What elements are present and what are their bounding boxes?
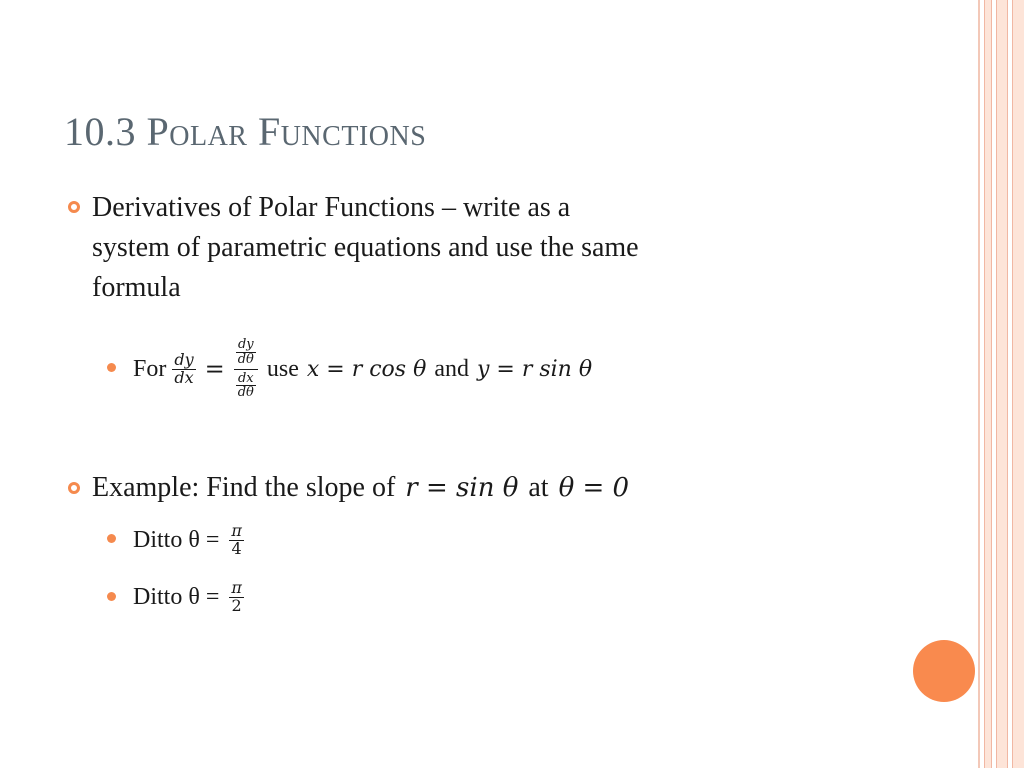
bullet-text-derivatives: [92, 188, 639, 308]
numerator: π: [231, 577, 242, 597]
decorative-stripe: [1012, 0, 1024, 768]
decorative-stripe: [984, 0, 992, 768]
text-line: formula: [92, 272, 181, 303]
numerator: dx: [236, 372, 256, 387]
example-text: Example: Find the slope of: [92, 472, 396, 503]
compound-fraction: [234, 338, 258, 400]
sub-bullet-icon: [107, 534, 116, 543]
denominator: dθ: [237, 351, 254, 367]
sub-bullet-icon: [107, 363, 116, 372]
ditto-label: Ditto θ =: [133, 583, 220, 610]
x-equation: x = r cos θ: [306, 356, 427, 382]
compound-denominator: [234, 370, 258, 400]
numerator: dy: [236, 338, 256, 353]
decorative-stripe: [996, 0, 1008, 768]
slide-title: 10.3 Polar Functions: [64, 109, 427, 154]
equals-sign: =: [204, 355, 225, 383]
numerator: dy: [174, 349, 194, 369]
text-line: Derivatives of Polar Functions – write as a: [92, 192, 571, 223]
decorative-stripe: [978, 0, 980, 768]
compound-numerator: [234, 338, 258, 369]
bullet-text-example: [92, 468, 629, 508]
ditto-line-pi-2: [133, 571, 247, 623]
r-equation: r = sin θ: [405, 473, 519, 503]
theta-equation: θ = 0: [558, 473, 630, 503]
denominator: 2: [231, 595, 242, 615]
fraction-pi-4: [229, 520, 244, 558]
ditto-line-pi-4: [133, 514, 247, 566]
use-label: use: [266, 355, 299, 382]
bullet-icon: [68, 201, 80, 213]
decorative-circle: [913, 640, 975, 702]
fraction-dy-dx: [172, 349, 195, 387]
bullet-icon: [68, 482, 80, 494]
ditto-label: Ditto θ =: [133, 526, 220, 553]
for-label: For: [133, 355, 167, 382]
numerator: π: [231, 520, 242, 540]
sub-bullet-icon: [107, 592, 116, 601]
fraction-dy-dtheta: [236, 338, 256, 366]
denominator: dθ: [237, 385, 254, 401]
fraction-pi-2: [229, 577, 244, 615]
denominator: dx: [174, 367, 194, 387]
y-equation: y = r sin θ: [476, 356, 593, 382]
fraction-dx-dtheta: [236, 372, 256, 400]
text-line: system of parametric equations and use the same: [92, 232, 639, 263]
denominator: 4: [231, 538, 242, 558]
formula-line: [133, 324, 592, 414]
at-label: at: [528, 472, 549, 503]
and-label: and: [434, 355, 469, 382]
